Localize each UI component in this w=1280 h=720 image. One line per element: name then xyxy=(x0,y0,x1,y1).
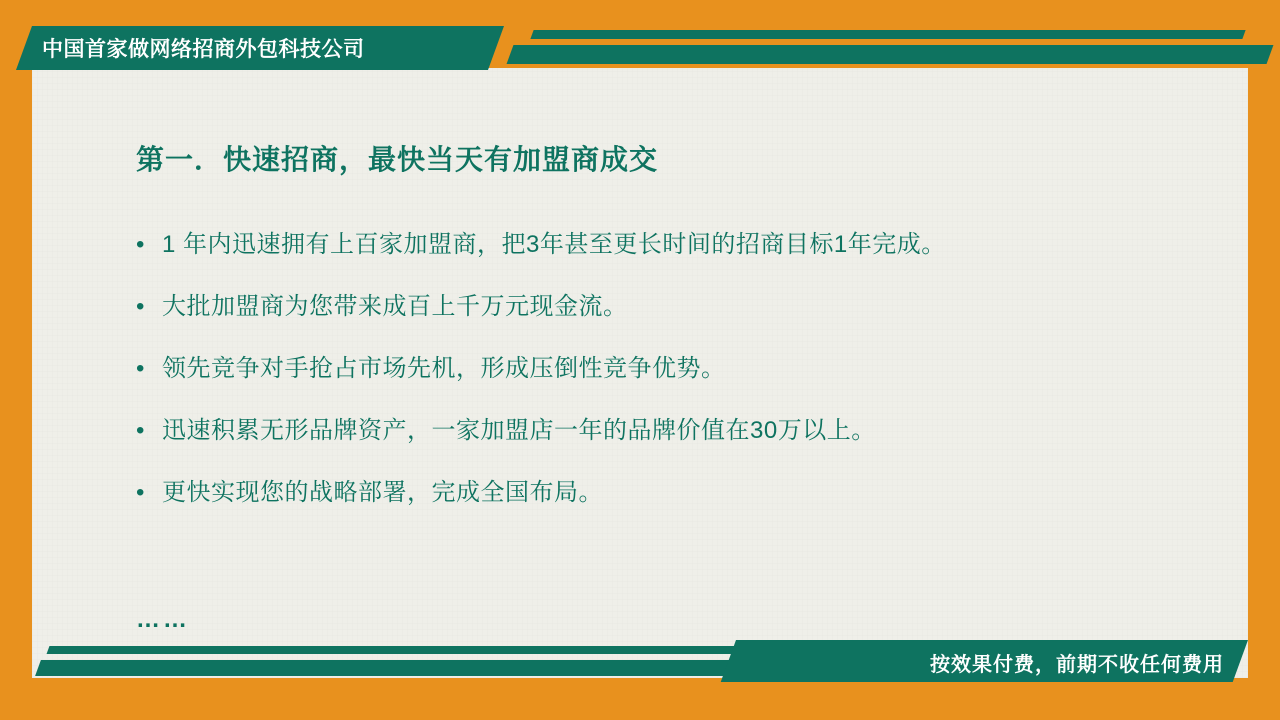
list-item-text: 大批加盟商为您带来成百上千万元现金流。 xyxy=(162,293,628,320)
slide-content xyxy=(32,68,1248,678)
bullet-icon: • xyxy=(136,231,145,258)
footer-tagline: 按效果付费，前期不收任何费用 xyxy=(930,654,1224,676)
list-item xyxy=(136,476,1226,510)
list-item-text: 更快实现您的战略部署，完成全国布局。 xyxy=(162,479,603,506)
header-title: 中国首家做网络招商外包科技公司 xyxy=(42,38,365,61)
bullet-icon: • xyxy=(136,479,145,506)
list-item-text: 领先竞争对手抢占市场先机，形成压倒性竞争优势。 xyxy=(162,355,726,382)
list-item xyxy=(136,414,1226,448)
page-title: 第一．快速招商，最快当天有加盟商成交 xyxy=(136,144,659,175)
bullet-icon: • xyxy=(136,417,145,444)
bullet-icon: • xyxy=(136,355,145,382)
list-item xyxy=(136,290,1226,324)
list-item-text: 1 年内迅速拥有上百家加盟商，把3年甚至更长时间的招商目标1年完成。 xyxy=(162,231,946,258)
footer-band xyxy=(32,640,1248,682)
header-stripe-thin xyxy=(530,30,1245,39)
bullet-list xyxy=(136,228,1226,538)
list-item xyxy=(136,228,1226,262)
header-band xyxy=(32,26,1248,70)
footer-stripe-thick xyxy=(35,660,767,676)
bullet-icon: • xyxy=(136,293,145,320)
footer-stripe-thin xyxy=(47,646,750,654)
continuation-text: …… xyxy=(136,606,190,633)
header-stripe-thick xyxy=(507,45,1274,64)
list-item xyxy=(136,352,1226,386)
list-item-text: 迅速积累无形品牌资产，一家加盟店一年的品牌价值在30万以上。 xyxy=(162,417,876,444)
